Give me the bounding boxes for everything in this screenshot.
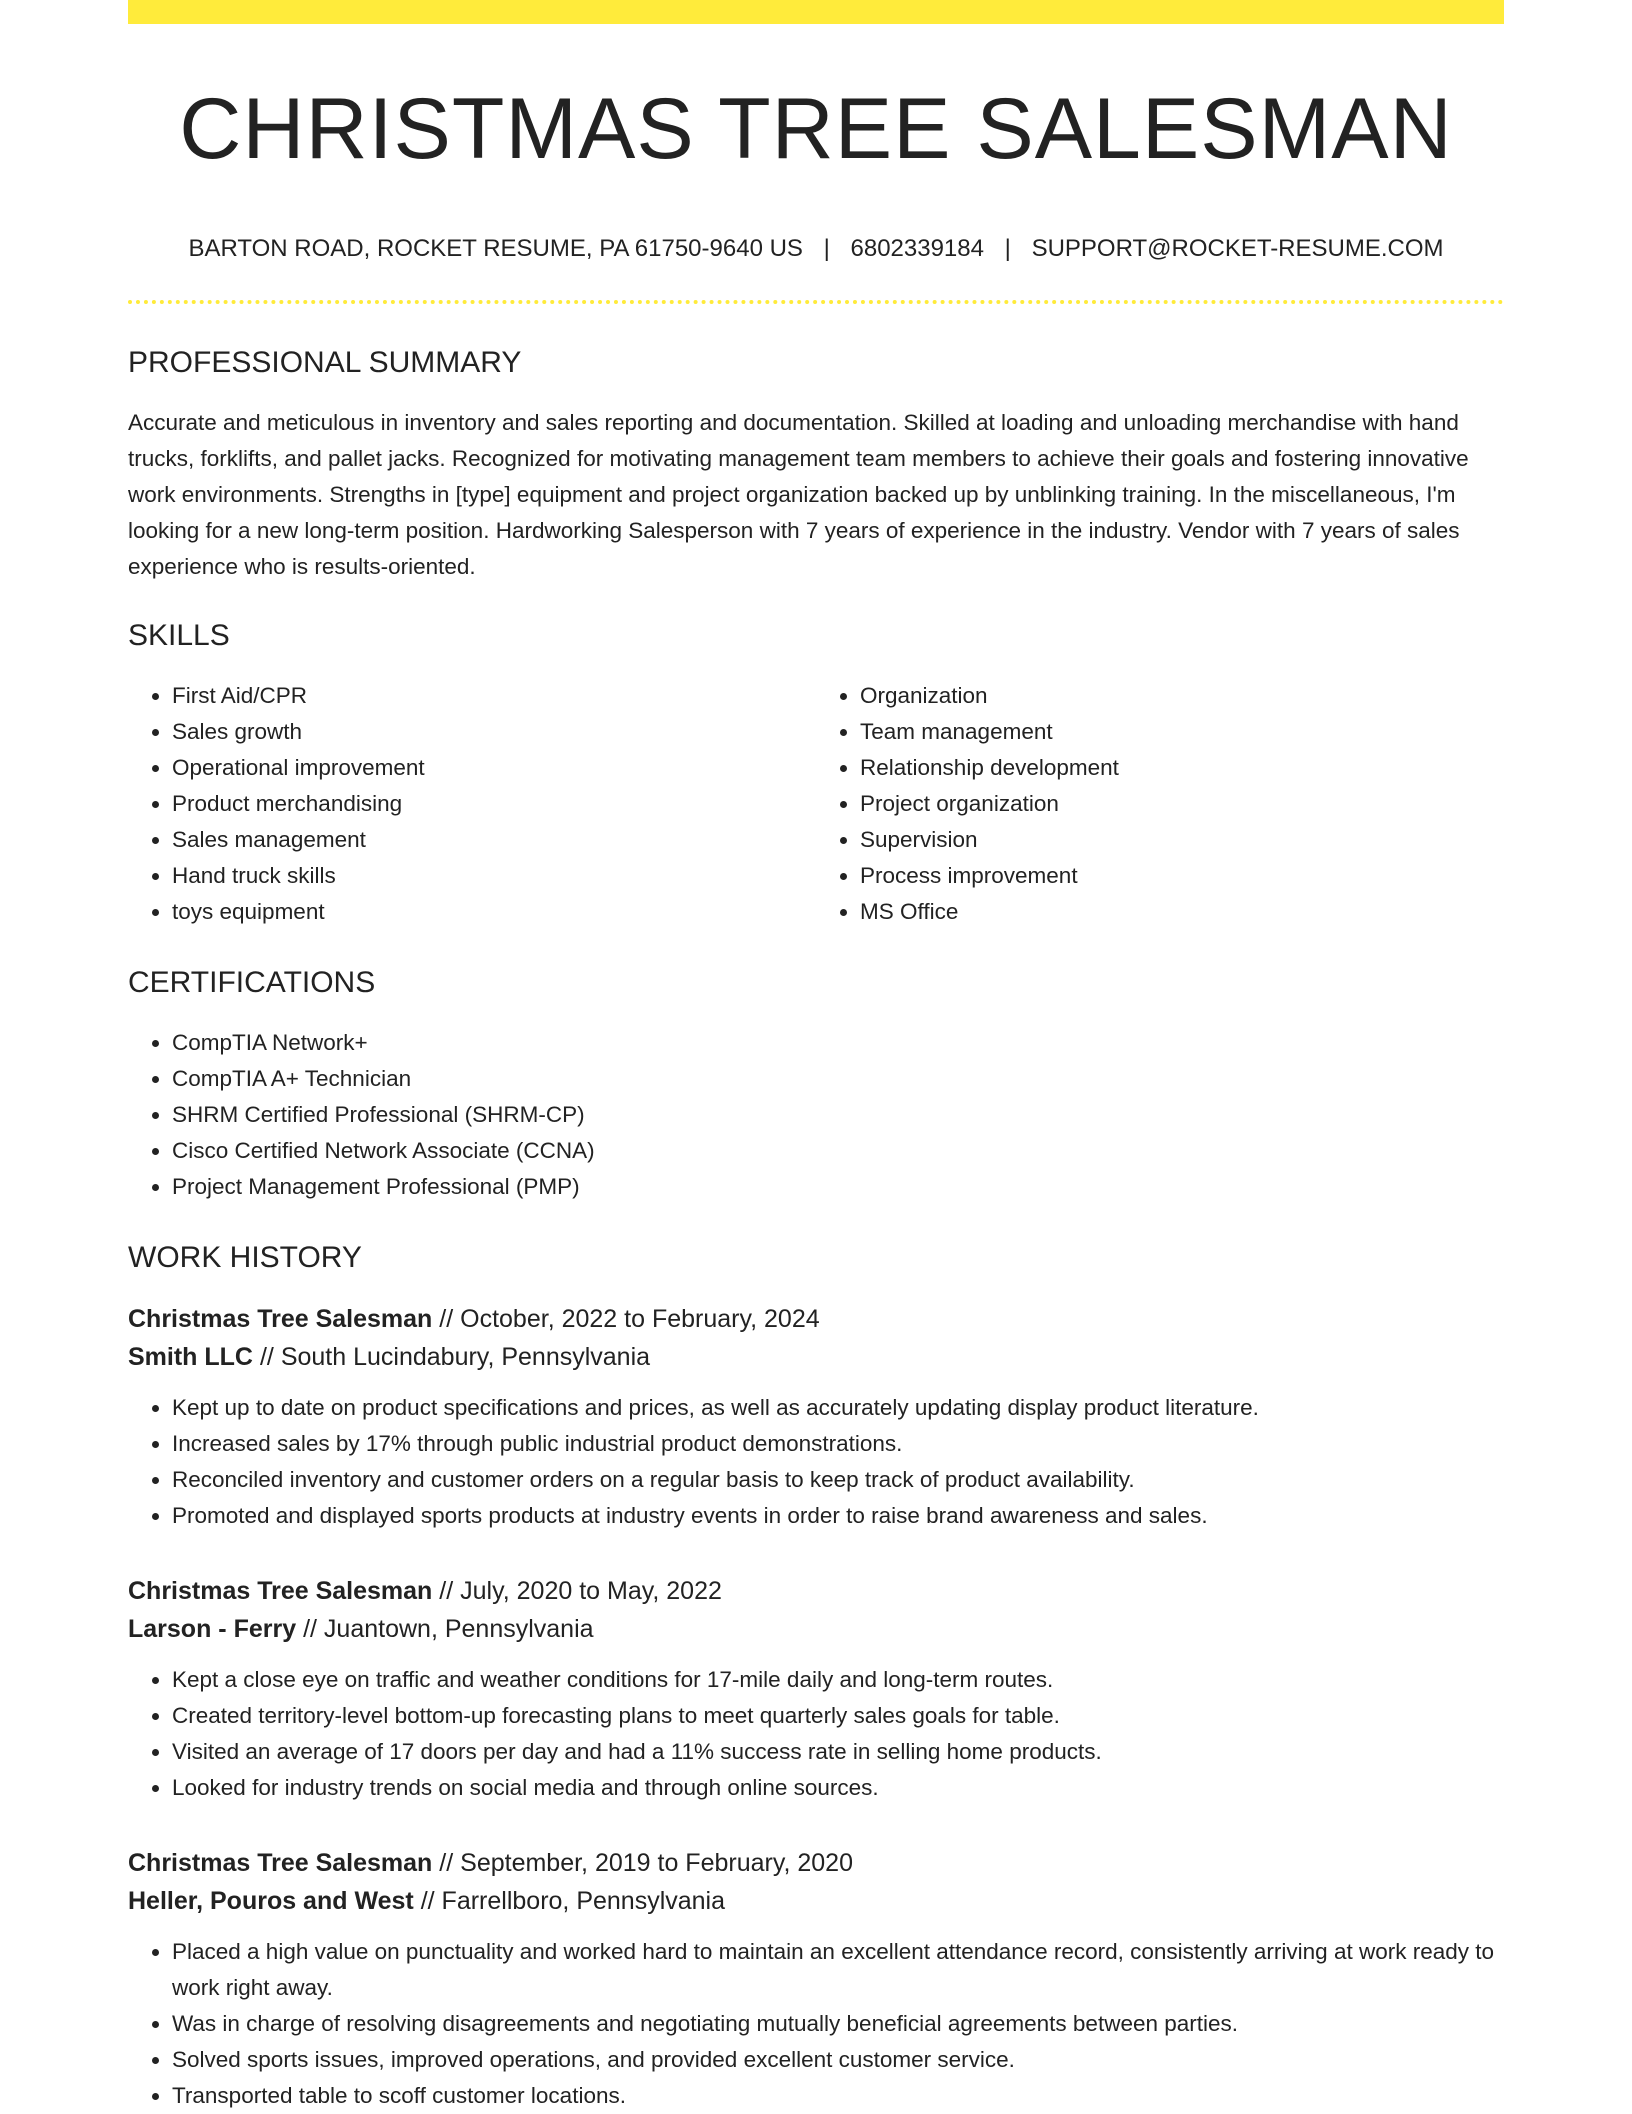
job-title: Christmas Tree Salesman <box>128 1848 433 1877</box>
job-bullet: • Visited an average of 17 doors per day and had a 11% success rate in selling home products. <box>172 1734 1504 1770</box>
job-bullet: • Increased sales by 17% through public industrial product demonstrations. <box>172 1426 1504 1462</box>
skill-item: • First Aid/CPR <box>172 678 816 714</box>
certifications-list <box>128 1025 1504 1205</box>
job-separator: // <box>303 1614 317 1643</box>
skill-item: • Operational improvement <box>172 750 816 786</box>
certification-item: • SHRM Certified Professional (SHRM-CP) <box>172 1097 1504 1133</box>
job-separator: // <box>439 1576 454 1605</box>
job-location: Farrellboro, Pennsylvania <box>441 1886 726 1915</box>
job-bullet: • Kept up to date on product specifications and prices, as well as accurately updating display product literature. <box>172 1390 1504 1426</box>
skill-item: • MS Office <box>860 894 1504 930</box>
accent-top-bar <box>128 0 1504 24</box>
skill-item: • Sales management <box>172 822 816 858</box>
resume-name: CHRISTMAS TREE SALESMAN <box>179 81 1453 177</box>
skill-item: • Supervision <box>860 822 1504 858</box>
skill-item: • Relationship development <box>860 750 1504 786</box>
job-separator: // <box>420 1886 435 1915</box>
certification-item: • Project Management Professional (PMP) <box>172 1169 1504 1205</box>
job-entry <box>128 1844 1504 2114</box>
job-bullet: • Promoted and displayed sports products at industry events in order to raise brand awareness and sales. <box>172 1498 1504 1534</box>
job-location: South Lucindabury, Pennsylvania <box>280 1342 651 1371</box>
skill-item: • Product merchandising <box>172 786 816 822</box>
job-title: Christmas Tree Salesman <box>128 1576 433 1605</box>
job-separator: // <box>259 1342 274 1371</box>
contact-email: SUPPORT@ROCKET-RESUME.COM <box>1031 234 1444 262</box>
job-company: Smith LLC <box>128 1342 253 1371</box>
contact-address: BARTON ROAD, ROCKET RESUME, PA 61750-9640 US <box>188 234 803 262</box>
job-entry <box>128 1572 1504 1806</box>
job-bullets <box>128 1662 1504 1806</box>
job-bullet: • Placed a high value on punctuality and worked hard to maintain an excellent attendance record, consistently arriving at work ready to work right away. <box>172 1934 1504 2006</box>
job-separator: // <box>439 1848 454 1877</box>
skills-grid <box>128 678 1504 930</box>
job-title: Christmas Tree Salesman <box>128 1304 433 1333</box>
job-bullet: • Looked for industry trends on social media and through online sources. <box>172 1770 1504 1806</box>
job-bullet: • Solved sports issues, improved operations, and provided excellent customer service. <box>172 2042 1504 2078</box>
job-title-line <box>128 1844 1504 1882</box>
job-bullet: • Was in charge of resolving disagreements and negotiating mutually beneficial agreements between parties. <box>172 2006 1504 2042</box>
job-dates: July, 2020 to May, 2022 <box>460 1576 722 1605</box>
summary-heading: PROFESSIONAL SUMMARY <box>128 345 522 379</box>
skills-heading: SKILLS <box>128 618 230 652</box>
job-bullet: • Transported table to scoff customer locations. <box>172 2078 1504 2114</box>
job-company-line <box>128 1338 1504 1376</box>
job-company-line <box>128 1610 1504 1648</box>
contact-separator: | <box>823 234 830 262</box>
job-title-line <box>128 1572 1504 1610</box>
job-entry <box>128 1300 1504 1534</box>
skills-right-column <box>816 678 1504 930</box>
contact-line <box>128 233 1504 264</box>
work-history-heading: WORK HISTORY <box>128 1240 362 1274</box>
certifications-heading: CERTIFICATIONS <box>128 965 376 999</box>
certification-item: • Cisco Certified Network Associate (CCNA) <box>172 1133 1504 1169</box>
skill-item: • toys equipment <box>172 894 816 930</box>
skill-item: • Organization <box>860 678 1504 714</box>
summary-text: Accurate and meticulous in inventory and sales reporting and documentation. Skilled at loading and unloading merchandise with hand trucks, forklifts, and pallet jacks. Recognized for motivating management team members to achieve their goals and fostering innovative work environments. Strengths in [type] equipment and project organization backed up by unblinking training. In the miscellaneous, I'm looking for a new long-term position. Hardworking Salesperson with 7 years of experience in the industry. Vendor with 7 years of sales experience who is results-oriented. <box>128 409 1469 579</box>
job-dates: October, 2022 to February, 2024 <box>460 1304 820 1333</box>
job-title-line <box>128 1300 1504 1338</box>
job-location: Juantown, Pennsylvania <box>323 1614 594 1643</box>
job-bullet: • Created territory-level bottom-up forecasting plans to meet quarterly sales goals for table. <box>172 1698 1504 1734</box>
skill-item: • Sales growth <box>172 714 816 750</box>
job-company-line <box>128 1882 1504 1920</box>
job-company: Heller, Pouros and West <box>128 1886 414 1915</box>
job-bullet: • Kept a close eye on traffic and weather conditions for 17-mile daily and long-term routes. <box>172 1662 1504 1698</box>
job-dates: September, 2019 to February, 2020 <box>460 1848 853 1877</box>
job-company: Larson - Ferry <box>128 1614 297 1643</box>
skills-left-column <box>128 678 816 930</box>
skill-item: • Team management <box>860 714 1504 750</box>
job-bullets <box>128 1934 1504 2114</box>
job-bullets <box>128 1390 1504 1534</box>
skill-item: • Hand truck skills <box>172 858 816 894</box>
skill-item: • Process improvement <box>860 858 1504 894</box>
job-separator: // <box>439 1304 454 1333</box>
dotted-divider <box>128 300 1504 304</box>
contact-separator: | <box>1004 234 1011 262</box>
contact-phone: 6802339184 <box>850 234 984 262</box>
skill-item: • Project organization <box>860 786 1504 822</box>
certification-item: • CompTIA A+ Technician <box>172 1061 1504 1097</box>
resume-page <box>128 0 1504 2114</box>
job-bullet: • Reconciled inventory and customer orders on a regular basis to keep track of product availability. <box>172 1462 1504 1498</box>
certification-item: • CompTIA Network+ <box>172 1025 1504 1061</box>
